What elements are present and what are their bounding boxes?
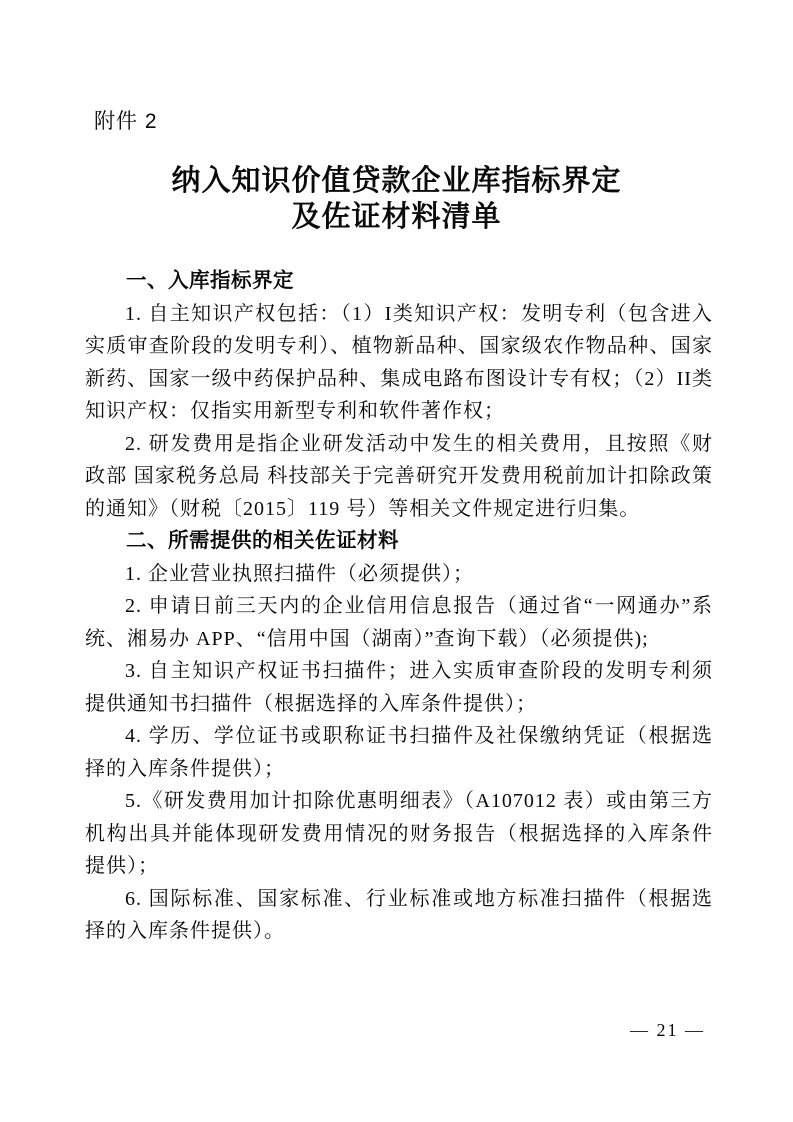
document-title [0, 163, 793, 235]
document-title-line-1: 纳入知识价值贷款企业库指标界定 [171, 165, 622, 197]
list-item-standards-scan: 6. 国际标准、国家标准、行业标准或地方标准扫描件（根据选择的入库条件提供）。 [85, 887, 713, 942]
list-item-business-license: 1. 企业营业执照扫描件（必须提供）； [125, 562, 474, 585]
document-body [85, 265, 713, 948]
list-item-credit-report: 2. 申请日前三天内的企业信用信息报告（通过省“一网通办”系统、湘易办 APP、“信用中国（湖南）”查询下载）（必须提供); [85, 595, 713, 650]
paragraph-intellectual-property: 1. 自主知识产权包括：（1）I类知识产权：发明专利（包含进入实质审查阶段的发明专利）、植物新品种、国家级农作物品种、国家新药、国家一级中药保护品种、集成电路布图设计专有权；（2）II类知识产权：仅指实用新型专利和软件著作权； [85, 302, 713, 422]
page-number: — 21 — [630, 1020, 705, 1040]
attachment-label: 附件 2 [94, 110, 158, 133]
list-item-rd-expense-form: 5.《研发费用加计扣除优惠明细表》（A107012 表）或由第三方机构出具并能体现研发费用情况的财务报告（根据选择的入库条件提供）； [85, 790, 713, 877]
list-item-degree-certificates: 4. 学历、学位证书或职称证书扫描件及社保缴纳凭证（根据选择的入库条件提供）； [85, 725, 713, 780]
paragraph-rd-expense: 2. 研发费用是指企业研发活动中发生的相关费用，且按照《财政部 国家税务总局 科技部关于完善研究开发费用税前加计扣除政策的通知》（财税〔2015〕119 号）等相关文件规定进行归集。 [85, 432, 713, 520]
section-heading-indicator-definition: 一、入库指标界定 [126, 269, 294, 292]
list-item-ip-certificates: 3. 自主知识产权证书扫描件；进入实质审查阶段的发明专利须提供通知书扫描件（根据选择的入库条件提供）； [85, 660, 713, 715]
section-heading-supporting-materials: 二、所需提供的相关佐证材料 [126, 529, 399, 552]
document-title-line-2: 及佐证材料清单 [291, 201, 502, 233]
